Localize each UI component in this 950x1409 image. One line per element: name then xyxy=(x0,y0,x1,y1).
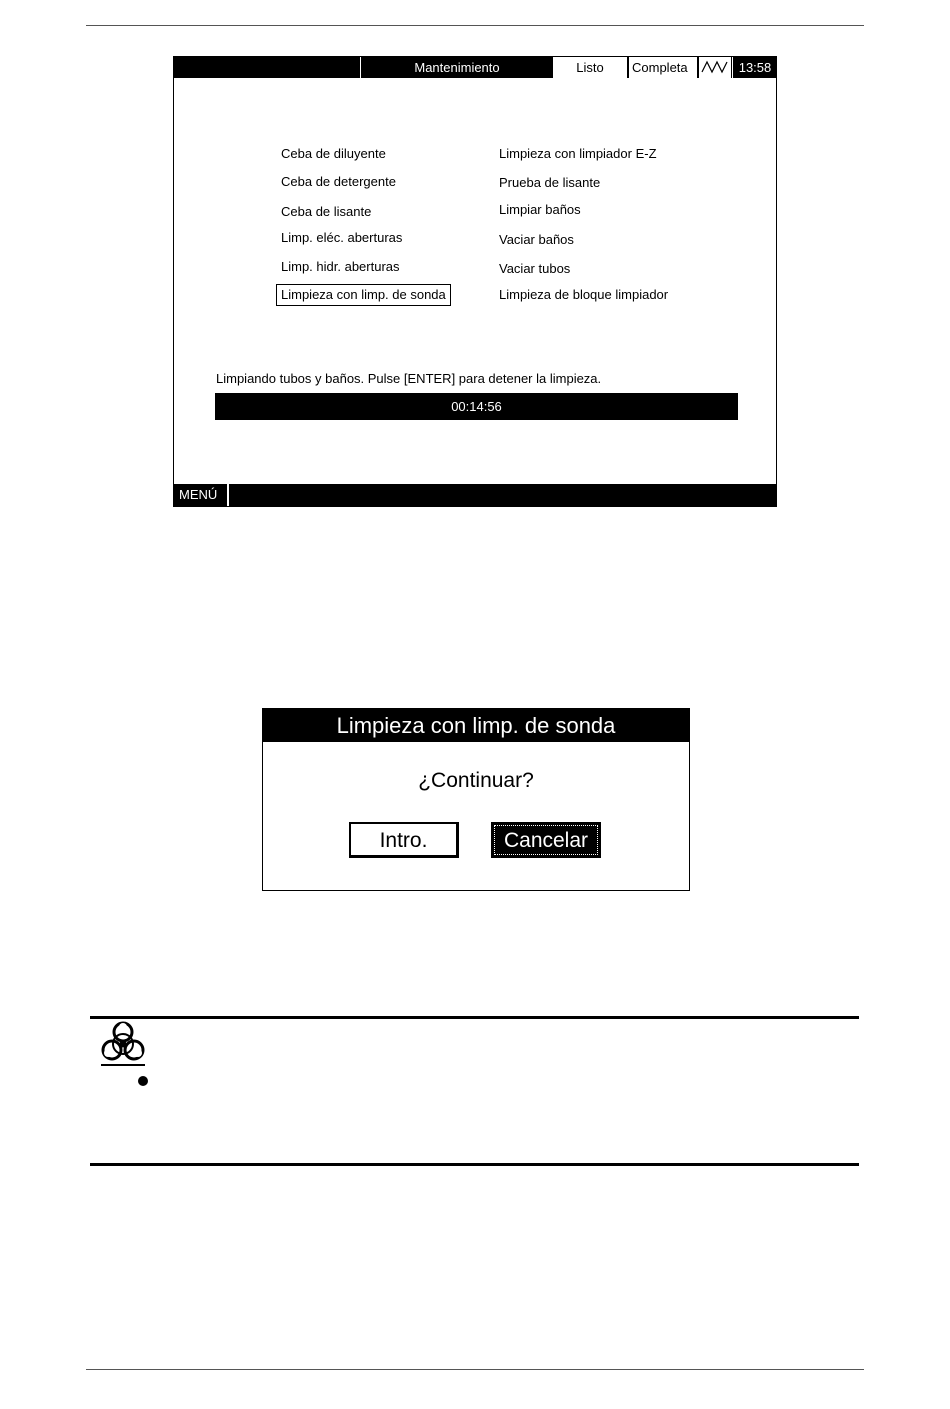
status-message: Limpiando tubos y baños. Pulse [ENTER] para detener la limpieza. xyxy=(216,371,602,386)
menu-item-prueba-lisante[interactable]: Prueba de lisante xyxy=(499,175,601,190)
dialog-question: ¿Continuar? xyxy=(418,769,534,792)
confirm-dialog xyxy=(262,708,690,891)
topbar-blank xyxy=(174,57,361,78)
menu-item-limpieza-bloque[interactable]: Limpieza de bloque limpiador xyxy=(499,287,669,302)
biohazard-icon xyxy=(97,1019,149,1067)
menu-item-ceba-diluyente[interactable]: Ceba de diluyente xyxy=(281,146,386,161)
waveform-icon xyxy=(698,57,731,78)
maintenance-screen xyxy=(173,56,777,507)
mode-indicator: Completa xyxy=(628,57,697,78)
menu-item-ceba-lisante[interactable]: Ceba de lisante xyxy=(281,204,372,219)
menu-item-vaciar-tubos[interactable]: Vaciar tubos xyxy=(499,261,571,276)
page-top-rule xyxy=(86,25,864,26)
clock: 13:58 xyxy=(732,57,777,78)
menu-item-limp-hidr-aberturas[interactable]: Limp. hidr. aberturas xyxy=(281,259,400,274)
warning-bottom-rule xyxy=(90,1163,859,1166)
top-status-bar xyxy=(174,57,776,78)
warning-top-rule xyxy=(90,1016,859,1019)
menu-button[interactable]: MENÚ xyxy=(174,484,229,506)
dialog-title: Limpieza con limp. de sonda xyxy=(263,709,689,742)
menu-item-vaciar-banos[interactable]: Vaciar baños xyxy=(499,232,574,247)
cleaning-timer-bar: 00:14:56 xyxy=(215,393,738,420)
menu-item-ceba-detergente[interactable]: Ceba de detergente xyxy=(281,174,396,189)
menu-item-limpiar-banos[interactable]: Limpiar baños xyxy=(499,202,581,217)
bottom-menu-bar xyxy=(174,484,776,506)
intro-button[interactable]: Intro. xyxy=(349,822,459,858)
status-indicator: Listo xyxy=(552,57,627,78)
menu-item-limp-elec-aberturas[interactable]: Limp. eléc. aberturas xyxy=(281,230,403,245)
screen-title: Mantenimiento xyxy=(414,60,500,75)
page-bottom-rule xyxy=(86,1369,864,1370)
cancel-button[interactable]: Cancelar xyxy=(491,822,601,858)
bullet-point xyxy=(138,1076,148,1086)
menu-item-limpieza-sonda[interactable]: Limpieza con limp. de sonda xyxy=(276,284,451,306)
menu-item-limpieza-ez[interactable]: Limpieza con limpiador E-Z xyxy=(499,146,657,161)
